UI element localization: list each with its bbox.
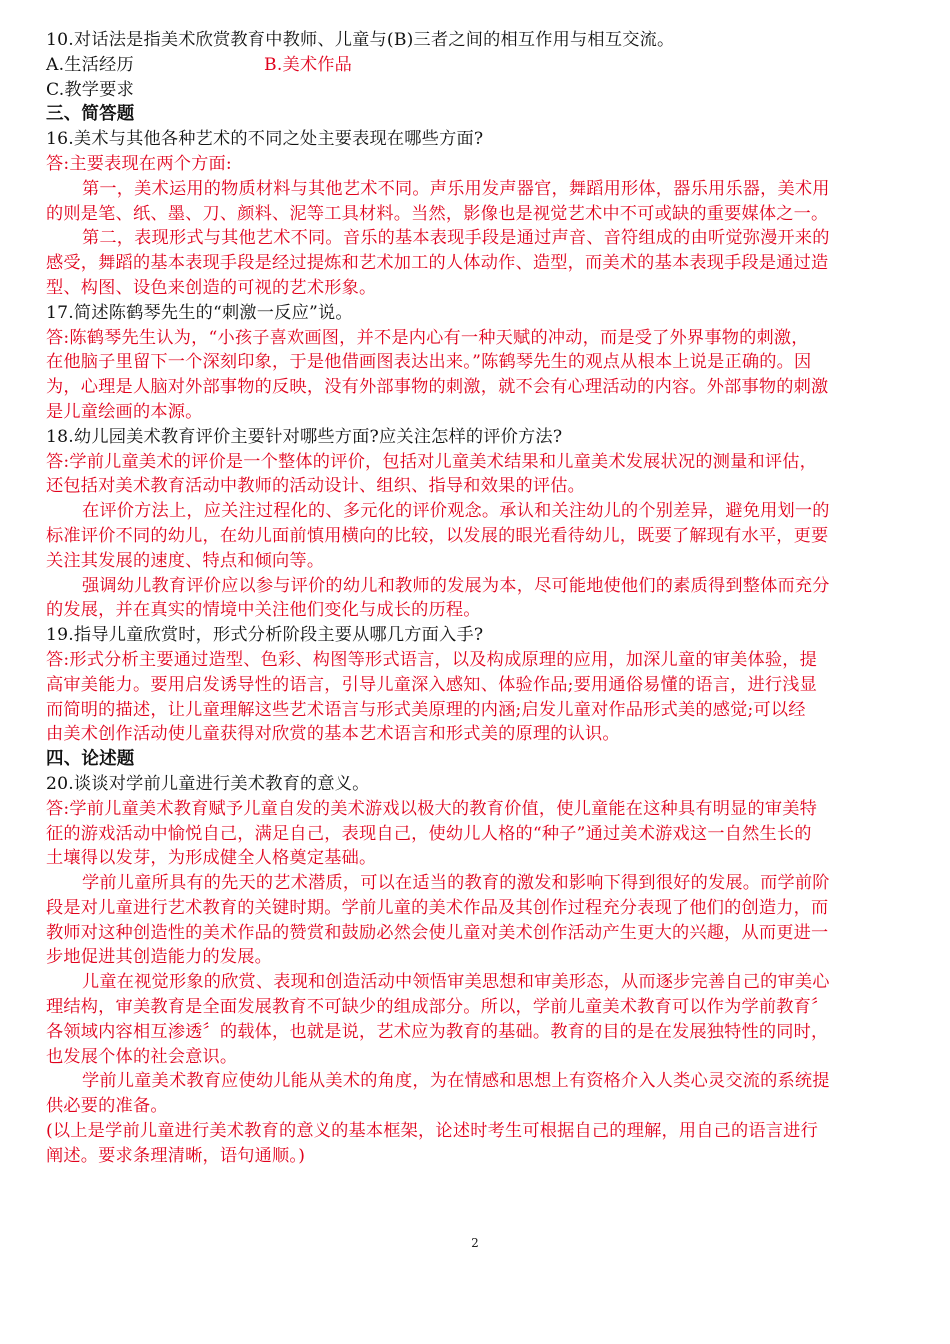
q10-option-c: C.教学要求 bbox=[46, 79, 134, 100]
q20-answer-line: 各领域内容相互渗透〞的载体，也就是说，艺术应为教育的基础。教育的目的是在发展独特性的同时， bbox=[46, 1021, 829, 1042]
q20-answer-line: 学前儿童美术教育应使幼儿能从美术的角度，为在情感和思想上有资格介入人类心灵交流的系统提 bbox=[82, 1071, 830, 1092]
q18-answer-line: 还包括对美术教育活动中教师的活动设计、组织、指导和效果的评估。 bbox=[46, 476, 586, 497]
q20-answer-line: 供必要的准备。 bbox=[46, 1096, 168, 1117]
q20-answer-line: 征的游戏活动中愉悦自己，满足自己，表现自己，使幼儿人格的“种子”通过美术游戏这一自然生长的 bbox=[46, 823, 812, 844]
q16-answer-line: 的则是笔、纸、墨、刀、颜料、泥等工具材料。当然，影像也是视觉艺术中不可或缺的重要媒体之一。 bbox=[46, 203, 829, 224]
section-4-title: 四、论述题 bbox=[46, 749, 135, 770]
q17-answer-line: 为，心理是人脑对外部事物的反映，没有外部事物的刺激，就不会有心理活动的内容。外部事物的刺激 bbox=[46, 377, 829, 398]
q20-answer-line: 阐述。要求条理清晰，语句通顺。) bbox=[46, 1145, 306, 1166]
q18-answer-line: 的发展，并在真实的情境中关注他们变化与成长的历程。 bbox=[46, 600, 481, 621]
q17-answer-line: 答:陈鹤琴先生认为，“小孩子喜欢画图，并不是内心有一种天赋的冲动，而是受了外界事物的刺激， bbox=[46, 327, 809, 348]
q19-answer-line: 高审美能力。要用启发诱导性的语言，引导儿童深入感知、体验作品;要用通俗易懂的语言，进行浅显 bbox=[46, 674, 818, 695]
q19-answer-line: 答:形式分析主要通过造型、色彩、构图等形式语言，以及构成原理的应用，加深儿童的审美体验，提 bbox=[46, 649, 818, 670]
q16-answer-line: 第二，表现形式与其他艺术不同。音乐的基本表现手段是通过声音、音符组成的由听觉弥漫开来的 bbox=[82, 228, 830, 249]
q20-question: 20.谈谈对学前儿童进行美术教育的意义。 bbox=[46, 773, 370, 794]
page-number: 2 bbox=[471, 1236, 479, 1250]
q10-option-a: A.生活经历 bbox=[46, 54, 134, 75]
q18-answer-line: 强调幼儿教育评价应以参与评价的幼儿和教师的发展为本，尽可能地使他们的素质得到整体而充分 bbox=[82, 575, 830, 596]
q18-answer-line: 标准评价不同的幼儿，在幼儿面前慎用横向的比较，以发展的眼光看待幼儿，既要了解现有水平，更要 bbox=[46, 525, 829, 546]
q18-answer-line: 答:学前儿童美术的评价是一个整体的评价，包括对儿童美术结果和儿童美术发展状况的测量和评估， bbox=[46, 451, 818, 472]
q20-answer-line: 儿童在视觉形象的欣赏、表现和创造活动中领悟审美思想和审美形态，从而逐步完善自己的审美心 bbox=[82, 972, 830, 993]
q20-answer-line: 教师对这种创造性的美术作品的赞赏和鼓励必然会使儿童对美术创作活动产生更大的兴趣，从而更进一 bbox=[46, 922, 829, 943]
q18-question: 18.幼儿园美术教育评价主要针对哪些方面?应关注怎样的评价方法? bbox=[46, 426, 563, 447]
q18-answer-line: 关注其发展的速度、特点和倾向等。 bbox=[46, 550, 325, 571]
q16-answer-line: 答:主要表现在两个方面: bbox=[46, 153, 232, 174]
q19-question: 19.指导儿童欣赏时，形式分析阶段主要从哪几方面入手? bbox=[46, 625, 484, 646]
q16-answer-line: 第一，美术运用的物质材料与其他艺术不同。声乐用发声器官，舞蹈用形体，器乐用乐器，美术用 bbox=[82, 178, 830, 199]
q16-answer-line: 感受，舞蹈的基本表现手段是经过提炼和艺术加工的人体动作、造型，而美术的基本表现手段是通过造 bbox=[46, 253, 829, 274]
q17-question: 17.简述陈鹤琴先生的“刺激一反应”说。 bbox=[46, 302, 353, 323]
q20-answer-line: 理结构，审美教育是全面发展教育不可缺少的组成部分。所以，学前儿童美术教育可以作为学前教育〞 bbox=[46, 997, 829, 1018]
q20-answer-line: 段是对儿童进行艺术教育的关键时期。学前儿童的美术作品及其创作过程充分表现了他们的创造力，而 bbox=[46, 897, 829, 918]
q20-answer-line: 也发展个体的社会意识。 bbox=[46, 1046, 238, 1067]
q19-answer-line: 而简明的描述，让儿童理解这些艺术语言与形式美原理的内涵;启发儿童对作品形式美的感觉;可以经 bbox=[46, 699, 806, 720]
q20-answer-line: 土壤得以发芽，为形成健全人格奠定基础。 bbox=[46, 848, 377, 869]
q10-option-b: B.美术作品 bbox=[264, 54, 353, 75]
q17-answer-line: 在他脑子里留下一个深刻印象，于是他借画图表达出来。”陈鹤琴先生的观点从根本上说是正确的。因 bbox=[46, 352, 812, 373]
q10-options-row bbox=[46, 53, 910, 78]
q10-question: 10.对话法是指美术欣赏教育中教师、儿童与(B)三者之间的相互作用与相互交流。 bbox=[46, 30, 675, 50]
q19-answer-line: 由美术创作活动使儿童获得对欣赏的基本艺术语言和形式美的原理的认识。 bbox=[46, 724, 620, 745]
q16-question: 16.美术与其他各种艺术的不同之处主要表现在哪些方面? bbox=[46, 129, 484, 150]
q18-answer-line: 在评价方法上，应关注过程化的、多元化的评价观念。承认和关注幼儿的个别差异，避免用划一的 bbox=[82, 501, 830, 522]
q20-answer-line: 答:学前儿童美术教育赋予儿童自发的美术游戏以极大的教育价值，使儿童能在这种具有明显的审美特 bbox=[46, 798, 818, 819]
q20-answer-line: 学前儿童所具有的先天的艺术潜质，可以在适当的教育的激发和影响下得到很好的发展。而学前阶 bbox=[82, 873, 830, 894]
q20-answer-line: 步地促进其创造能力的发展。 bbox=[46, 947, 273, 968]
section-3-title: 三、简答题 bbox=[46, 104, 135, 125]
q16-answer-line: 型、构图、设色来创造的可视的艺术形象。 bbox=[46, 277, 377, 298]
document-page bbox=[46, 28, 910, 1169]
q17-answer-line: 是儿童绘画的本源。 bbox=[46, 401, 203, 422]
q20-answer-line: (以上是学前儿童进行美术教育的意义的基本框架，论述时考生可根据自己的理解，用自己的语言进行 bbox=[46, 1121, 818, 1142]
